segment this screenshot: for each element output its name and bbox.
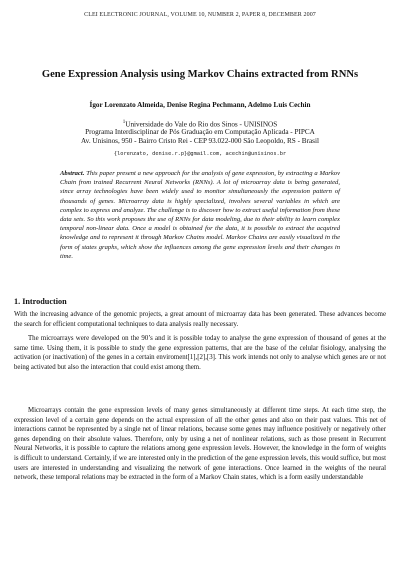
body-paragraph: The microarrays were developed on the 90’s and it is possible today to analyse the gene expression of thousand of genes at the same time. Using them, it is possible to study the gene expression patterns, that are the base of the celular fisiology, analysing the activation (or inactivation) of the genes in a certain enviroment[1],[2],[3]. This work intends not only to analyse which genes are or not being activated but also the interaction that could exist among them.: [14, 335, 386, 371]
abstract-label: Abstract.: [60, 170, 85, 177]
author-emails: {lorenzato, denise.r.p}@gmail.com, acechin@unisinos.br: [113, 151, 287, 157]
abstract: [60, 169, 340, 261]
running-head: CLEI ELECTRONIC JOURNAL, VOLUME 10, NUMBER 2, PAPER 8, DECEMBER 2007: [84, 12, 316, 18]
abstract-text: This paper present a new approach for the analysis of gene expression, by extracting a Markov Chain from trained Recurrent Neural Networks (RNNs). A lot of microarray data is being generated, since array technologies have been widely used to monitor simultaneously the expression pattern of thousands of genes. Microarray data is highly specialized, involves several variables in which are complex to express and analyze. The challenge is to discover how to extract useful information from these data sets. So this work proposes the use of RNNs for data modeling, due to their ability to learn complex temporal non-linear data. Once a model is obtained for the data, it is possible to extract the acquired knowledge and to represent it through Markov Chains model. Markov Chains are easily visualized in the form of states graphs, which show the influences among the gene expression levels and their changes in time.: [60, 170, 340, 260]
section-heading-introduction: 1. Introduction: [14, 297, 67, 306]
body-paragraph: With the increasing advance of the genomic projects, a great amount of microarray data has been generated. These advances become the search for efficient computational techniques to data analysis really necessary.: [14, 311, 386, 328]
affiliation-university: Universidade do Vale do Rio dos Sinos - UNISINOS: [125, 120, 278, 129]
body-paragraph: Microarrays contain the gene expression levels of many genes simultaneously at different time steps. At each time step, the expression level of a certain gene depends on the actual expression of all the other genes and also on their past values. This net of interactions cannot be represented by a single net of linear relations, because some genes may influence positively or negatively other genes depending on their absolute values. Therefore, only by using a net of nonlinear relations, such as those present in Recurrent Neural Networks, it is possible to capture the relations among gene expression levels. However, the knowledge in the form of weights is difficult to understand. Certainly, if we are interested only in the prediction of the gene expression levels, this would suffice, but most users are interested in understanding and visualizing the network of gene interactions. Once learned in the weights of the neural network, these temporal relations may be extracted in the form of a Markov Chain states, which is a form easily understandable: [14, 407, 386, 482]
affiliation-line-3: Av. Unisinos, 950 - Bairro Cristo Rei - CEP 93.022-000 São Leopoldo, RS - Brasil: [81, 137, 319, 145]
author-list: Ígor Lorenzato Almeida, Denise Regina Pechmann, Adelmo Luis Cechin: [89, 101, 311, 109]
affiliation-line-2: Programa Interdisciplinar de Pós Graduação em Computação Aplicada - PIPCA: [85, 127, 315, 136]
paper-title: Gene Expression Analysis using Markov Chains extracted from RNNs: [41, 69, 359, 80]
affiliation-mark: 1: [122, 120, 126, 125]
